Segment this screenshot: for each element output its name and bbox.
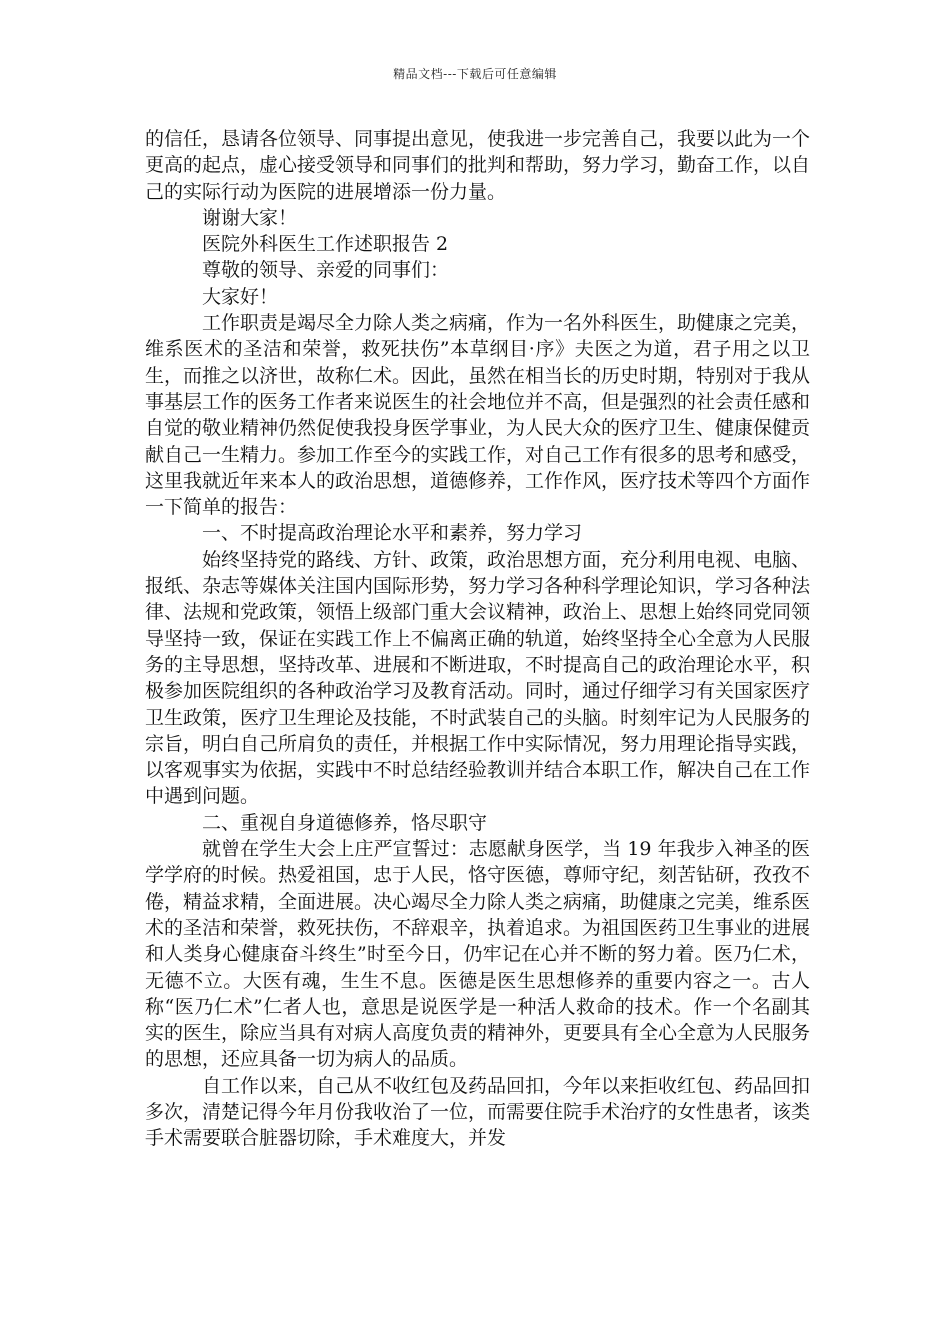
section-heading-2: 二、重视自身道德修养，恪尽职守 xyxy=(202,811,488,834)
salutation: 尊敬的领导、亲爱的同事们： xyxy=(202,259,450,282)
paragraph-section-1: 始终坚持党的路线、方针、政策，政治思想方面，充分利用电视、电脑、报纸、杂志等媒体关注国内国际形势，努力学习各种科学理论知识，学习各种法律、法规和党政策，领悟上级部门重大会议精神，政治上、思想上始终同党同领导坚持一致，保证在实践工作上不偏离正确的轨道，始终坚持全心全意为人民服务的主导思想，坚持改革、进展和不断进取，不时提高自己的政治理论水平，积极参加医院组织的各种政治学习及教育活动。同时，通过仔细学习有关国家医疗卫生政策，医疗卫生理论及技能，不时武装自己的头脑。时刻牢记为人民服务的宗旨，明白自己所肩负的责任，并根据工作中实际情况，努力用理论指导实践，以客观事实为依据，实践中不时总结经验教训并结合本职工作，解决自己在工作中遇到问题。 xyxy=(145,548,811,808)
paragraph-closing-continuation: 的信任，恳请各位领导、同事提出意见，使我进一步完善自己，我要以此为一个更高的起点，虚心接受领导和同事们的批判和帮助，努力学习，勤奋工作，以自己的实际行动为医院的进展增添一份力量。 xyxy=(145,128,811,203)
paragraph-section-2b: 自工作以来，自己从不收红包及药品回扣，今年以来拒收红包、药品回扣多次，清楚记得今年月份我收治了一位，而需要住院手术治疗的女性患者，该类手术需要联合脏器切除，手术难度大，并发 xyxy=(145,1074,811,1150)
greeting: 大家好！ xyxy=(202,285,279,308)
document-body xyxy=(145,126,810,1152)
report-title: 医院外科医生工作述职报告 2 xyxy=(202,233,449,256)
paragraph-section-2: 就曾在学生大会上庄严宣誓过：志愿献身医学，当 19 年我步入神圣的医学学府的时候。热爱祖国，忠于人民，恪守医德，尊师守纪，刻苦钻研，孜孜不倦，精益求精，全面进展。决心竭尽全力除人类之病痛，助健康之完美，维系医术的圣洁和荣誉，救死扶伤，不辞艰辛，执着追求。为祖国医药卫生事业的进展和人类身心健康奋斗终生”时至今日，仍牢记在心并不断的努力着。医乃仁术，无德不立。大医有魂，生生不息。医德是医生思想修养的重要内容之一。古人称“医乃仁术”仁者人也，意思是说医学是一种活人救命的技术。作一个名副其实的医生，除应当具有对病人高度负责的精神外，更要具有全心全意为人民服务的思想，还应具备一切为病人的品质。 xyxy=(145,838,811,1071)
section-heading-1: 一、不时提高政治理论水平和素养，努力学习 xyxy=(202,522,583,545)
page-header: 精品文档---下载后可任意编辑 xyxy=(393,67,557,81)
paragraph-intro: 工作职责是竭尽全力除人类之病痛，作为一名外科医生，助健康之完美，维系医术的圣洁和荣誉，救死扶伤”本草纲目·序》夫医之为道，君子用之以卫生，而推之以济世，故称仁术。因此，虽然在相当长的历史时期，特别对于我从事基层工作的医务工作者来说医生的社会地位并不高，但是强烈的社会责任感和自觉的敬业精神仍然促使我投身医学事业，为人民大众的医疗卫生、健康保健贡献自己一生精力。参加工作至今的实践工作，对自己工作有很多的思考和感受，这里我就近年来本人的政治思想，道德修养，工作作风，医疗技术等四个方面作一下简单的报告： xyxy=(145,312,811,519)
paragraph-thanks: 谢谢大家！ xyxy=(202,206,298,229)
